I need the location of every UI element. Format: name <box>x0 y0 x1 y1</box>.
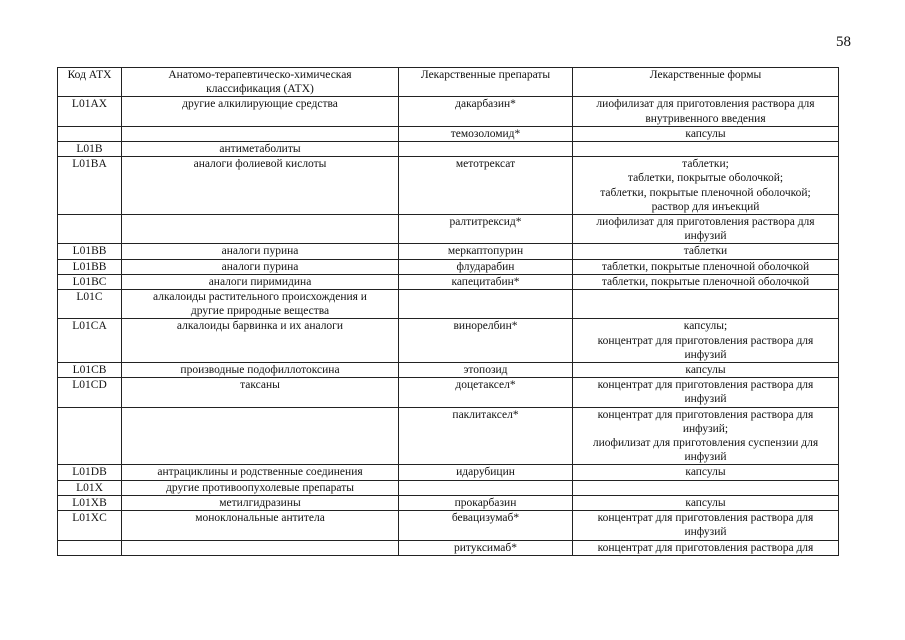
table-row <box>58 363 839 378</box>
table-row <box>58 142 839 157</box>
table-row <box>58 465 839 480</box>
cell-drug <box>399 142 573 157</box>
table-row <box>58 157 839 215</box>
table-body <box>58 97 839 555</box>
cell-dosage-form: капсулы <box>573 363 839 378</box>
cell-atc-classification: аналоги пиримидина <box>122 274 399 289</box>
cell-dosage-form: таблетки, покрытые пленочной оболочкой <box>573 274 839 289</box>
cell-dosage-form: концентрат для приготовления раствора для инфузий; лиофилизат для приготовления суспензии для инфузий <box>573 407 839 465</box>
table-row <box>58 290 839 319</box>
cell-dosage-form <box>573 480 839 495</box>
cell-atc-classification: производные подофиллотоксина <box>122 363 399 378</box>
table-header-row <box>58 68 839 97</box>
cell-dosage-form: таблетки <box>573 244 839 259</box>
cell-drug: прокарбазин <box>399 495 573 510</box>
cell-atc-classification <box>122 540 399 555</box>
table-row <box>58 407 839 465</box>
cell-atc-classification: аналоги фолиевой кислоты <box>122 157 399 215</box>
cell-drug: ралтитрексид* <box>399 215 573 244</box>
header-dosage-forms: Лекарственные формы <box>573 68 839 97</box>
cell-dosage-form: лиофилизат для приготовления раствора для внутривенного введения <box>573 97 839 126</box>
table-row <box>58 511 839 540</box>
cell-drug: темозоломид* <box>399 126 573 141</box>
cell-atc-code: L01BB <box>58 244 122 259</box>
cell-dosage-form: капсулы; концентрат для приготовления раствора для инфузий <box>573 319 839 363</box>
cell-drug: идарубицин <box>399 465 573 480</box>
cell-atc-code: L01CB <box>58 363 122 378</box>
cell-drug <box>399 290 573 319</box>
cell-atc-code <box>58 407 122 465</box>
header-atc-code: Код АТХ <box>58 68 122 97</box>
table-row <box>58 126 839 141</box>
cell-atc-code: L01B <box>58 142 122 157</box>
cell-atc-classification: моноклональные антитела <box>122 511 399 540</box>
table-row <box>58 97 839 126</box>
cell-drug: меркаптопурин <box>399 244 573 259</box>
cell-atc-classification: другие противоопухолевые препараты <box>122 480 399 495</box>
cell-dosage-form: таблетки; таблетки, покрытые оболочкой; таблетки, покрытые пленочной оболочкой; раствор для инъекций <box>573 157 839 215</box>
cell-dosage-form: капсулы <box>573 126 839 141</box>
cell-atc-classification: антиметаболиты <box>122 142 399 157</box>
cell-dosage-form <box>573 290 839 319</box>
table-row <box>58 244 839 259</box>
cell-atc-code: L01CA <box>58 319 122 363</box>
cell-atc-classification: метилгидразины <box>122 495 399 510</box>
cell-drug: бевацизумаб* <box>399 511 573 540</box>
cell-drug: дакарбазин* <box>399 97 573 126</box>
cell-drug: паклитаксел* <box>399 407 573 465</box>
cell-atc-code <box>58 540 122 555</box>
table-row <box>58 274 839 289</box>
cell-atc-code: L01AX <box>58 97 122 126</box>
table-row <box>58 495 839 510</box>
cell-drug <box>399 480 573 495</box>
cell-atc-code <box>58 215 122 244</box>
cell-drug: ритуксимаб* <box>399 540 573 555</box>
table-row <box>58 378 839 407</box>
cell-drug: флударабин <box>399 259 573 274</box>
cell-atc-code: L01BB <box>58 259 122 274</box>
header-atc-classification: Анатомо-терапевтическо-химическая классификация (АТХ) <box>122 68 399 97</box>
cell-atc-code: L01CD <box>58 378 122 407</box>
table-row <box>58 540 839 555</box>
cell-drug: капецитабин* <box>399 274 573 289</box>
cell-dosage-form: капсулы <box>573 495 839 510</box>
cell-drug: винорелбин* <box>399 319 573 363</box>
cell-atc-classification <box>122 215 399 244</box>
cell-dosage-form: капсулы <box>573 465 839 480</box>
cell-drug: доцетаксел* <box>399 378 573 407</box>
cell-atc-classification: алкалоиды барвинка и их аналоги <box>122 319 399 363</box>
table-row <box>58 319 839 363</box>
cell-atc-code: L01XC <box>58 511 122 540</box>
cell-dosage-form: концентрат для приготовления раствора для <box>573 540 839 555</box>
cell-atc-code <box>58 126 122 141</box>
page-number: 58 <box>836 34 851 50</box>
cell-atc-classification: таксаны <box>122 378 399 407</box>
cell-atc-classification <box>122 407 399 465</box>
table-row <box>58 480 839 495</box>
cell-drug: этопозид <box>399 363 573 378</box>
cell-atc-classification <box>122 126 399 141</box>
table-row <box>58 259 839 274</box>
cell-drug: метотрексат <box>399 157 573 215</box>
table-row <box>58 215 839 244</box>
cell-atc-code: L01C <box>58 290 122 319</box>
cell-atc-classification: аналоги пурина <box>122 244 399 259</box>
cell-atc-classification: алкалоиды растительного происхождения и другие природные вещества <box>122 290 399 319</box>
cell-dosage-form <box>573 142 839 157</box>
cell-atc-code: L01BA <box>58 157 122 215</box>
cell-atc-code: L01X <box>58 480 122 495</box>
header-drugs: Лекарственные препараты <box>399 68 573 97</box>
cell-dosage-form: концентрат для приготовления раствора для инфузий <box>573 378 839 407</box>
cell-atc-classification: антрациклины и родственные соединения <box>122 465 399 480</box>
cell-dosage-form: концентрат для приготовления раствора для инфузий <box>573 511 839 540</box>
cell-dosage-form: таблетки, покрытые пленочной оболочкой <box>573 259 839 274</box>
cell-dosage-form: лиофилизат для приготовления раствора для инфузий <box>573 215 839 244</box>
cell-atc-classification: аналоги пурина <box>122 259 399 274</box>
cell-atc-classification: другие алкилирующие средства <box>122 97 399 126</box>
cell-atc-code: L01XB <box>58 495 122 510</box>
cell-atc-code: L01BC <box>58 274 122 289</box>
atc-drug-table <box>57 67 839 556</box>
cell-atc-code: L01DB <box>58 465 122 480</box>
